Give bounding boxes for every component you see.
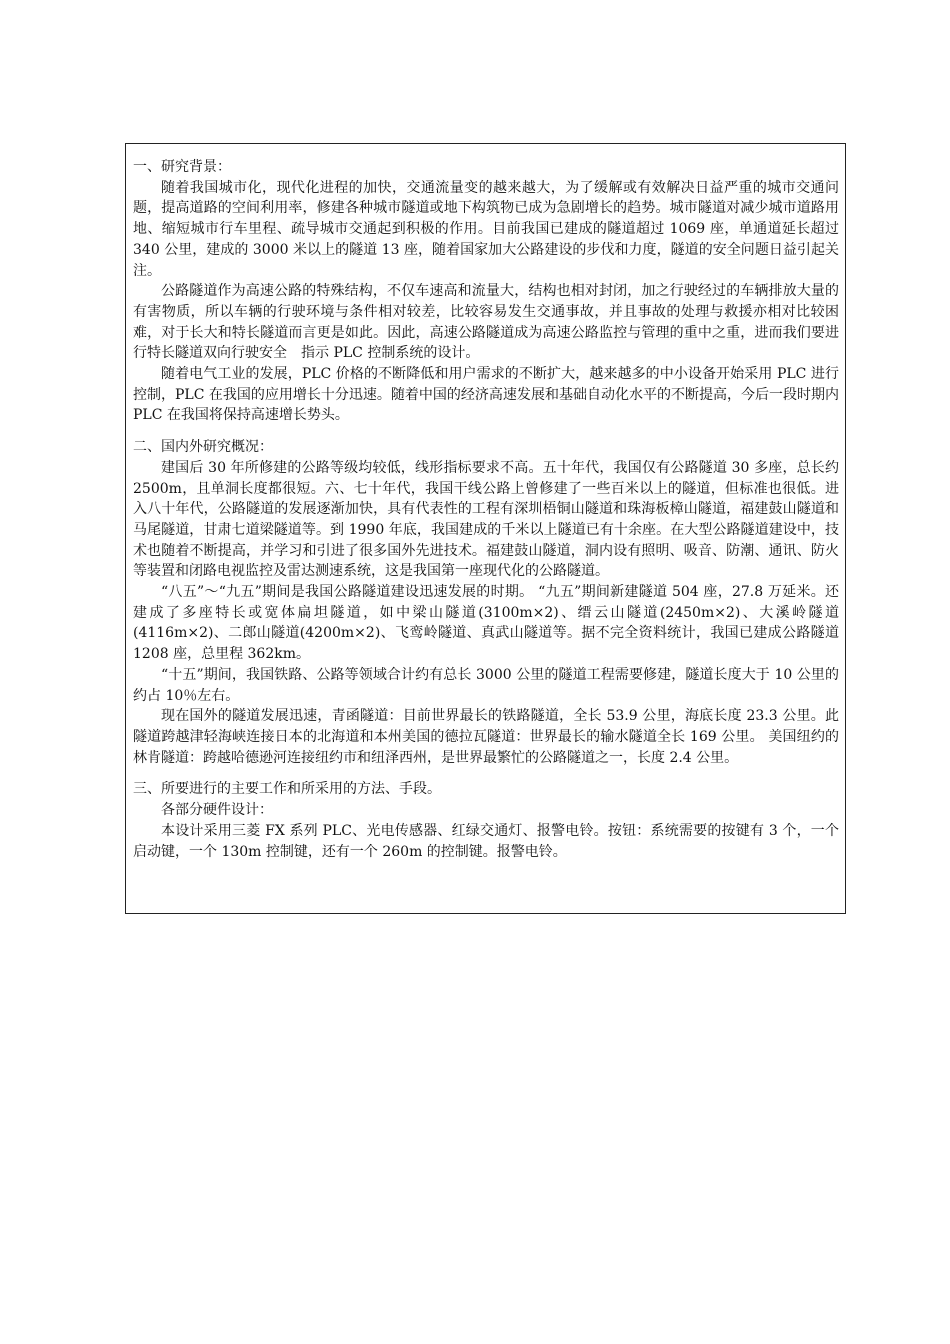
document-body (133, 157, 839, 862)
section-spacer (133, 426, 839, 437)
section-3-paragraph-2: 本设计采用三菱 FX 系列 PLC、光电传感器、红绿交通灯、报警电铃。按钮：系统需要的按键有 3 个，一个启动键，一个 130m 控制键，还有一个 260m 的控制键。报警电铃。 (133, 822, 839, 860)
section-2-paragraph-2: “八五”～“九五”期间是我国公路隧道建设迅速发展的时期。 “九五”期间新建隧道 504 座，27.8 万延米。还建成了多座特长或宽体扁坦隧道，如中梁山隧道(3100m×2)、缙云山隧道(2450m×2)、大溪岭隧道(4116m×2)、二郎山隧道(4200m×2)、飞鸾岭隧道、真武山隧道等。据不完全资料统计，我国已建成公路隧道 1208 座，总里程 362km。 (133, 584, 839, 663)
section-1-paragraph-1: 随着我国城市化，现代化进程的加快，交通流量变的越来越大，为了缓解或有效解决日益严重的城市交通问题，提高道路的空间利用率，修建各种城市隧道或地下构筑物已成为急剧增长的趋势。城市隧道对减少城市道路用地、缩短城市行车里程、疏导城市交通起到积极的作用。目前我国已建成的隧道超过 1069 座，单通道延长超过 340 公里，建成的 3000 米以上的隧道 13 座，随着国家加大公路建设的步伐和力度，隧道的安全问题日益引起关注。 (133, 179, 839, 279)
section-2-heading: 二、国内外研究概况： (133, 439, 273, 456)
section-2-paragraph-3: “十五”期间，我国铁路、公路等领域合计约有总长 3000 公里的隧道工程需要修建，隧道长度大于 10 公里的约占 10％左右。 (133, 666, 839, 704)
section-2-paragraph-1: 建国后 30 年所修建的公路等级均较低，线形指标要求不高。五十年代，我国仅有公路隧道 30 多座，总长约 2500m，且单洞长度都很短。六、七十年代，我国干线公路上曾修建了一些百米以上的隧道，但标准也很低。进入八十年代，公路隧道的发展逐渐加快，具有代表性的工程有深圳梧铜山隧道和珠海板樟山隧道，福建鼓山隧道和马尾隧道，甘肃七道梁隧道等。到 1990 年底，我国建成的千米以上隧道已有十余座。在大型公路隧道建设中，技术也随着不断提高，并学习和引进了很多国外先进技术。福建鼓山隧道，洞内设有照明、吸音、防潮、通讯、防火等装置和闭路电视监控及雷达测速系统，这是我国第一座现代化的公路隧道。 (133, 459, 839, 580)
section-1-paragraph-3: 随着电气工业的发展，PLC 价格的不断降低和用户需求的不断扩大，越来越多的中小设备开始采用 PLC 进行控制，PLC 在我国的应用增长十分迅速。随着中国的经济高速发展和基础自动化水平的不断提高，今后一段时期内 PLC 在我国将保持高速增长势头。 (133, 366, 839, 424)
section-2-paragraph-4: 现在国外的隧道发展迅速，青函隧道：目前世界最长的铁路隧道，全长 53.9 公里，海底长度 23.3 公里。此隧道跨越津轻海峡连接日本的北海道和本州美国的德拉瓦隧道：世界最长的输水隧道全长 169 公里。 美国纽约的林肯隧道：跨越哈德逊河连接纽约市和纽泽西州，是世界最繁忙的公路隧道之一，长度 2.4 公里。 (133, 708, 839, 766)
section-spacer (133, 768, 839, 779)
section-3-paragraph-1: 各部分硬件设计： (161, 802, 273, 819)
section-1-paragraph-2: 公路隧道作为高速公路的特殊结构，不仅车速高和流量大，结构也相对封闭，加之行驶经过的车辆排放大量的有害物质，所以车辆的行驶环境与条件相对较差，比较容易发生交通事故，并且事故的处理与救援亦相对比较困难，对于长大和特长隧道而言更是如此。因此，高速公路隧道成为高速公路监控与管理的重中之重，进而我们要进行特长隧道双向行驶安全 指示 PLC 控制系统的设计。 (133, 283, 839, 362)
section-1-heading: 一、研究背景： (133, 159, 231, 175)
section-3-heading: 三、所要进行的主要工作和所采用的方法、手段。 (133, 781, 441, 798)
